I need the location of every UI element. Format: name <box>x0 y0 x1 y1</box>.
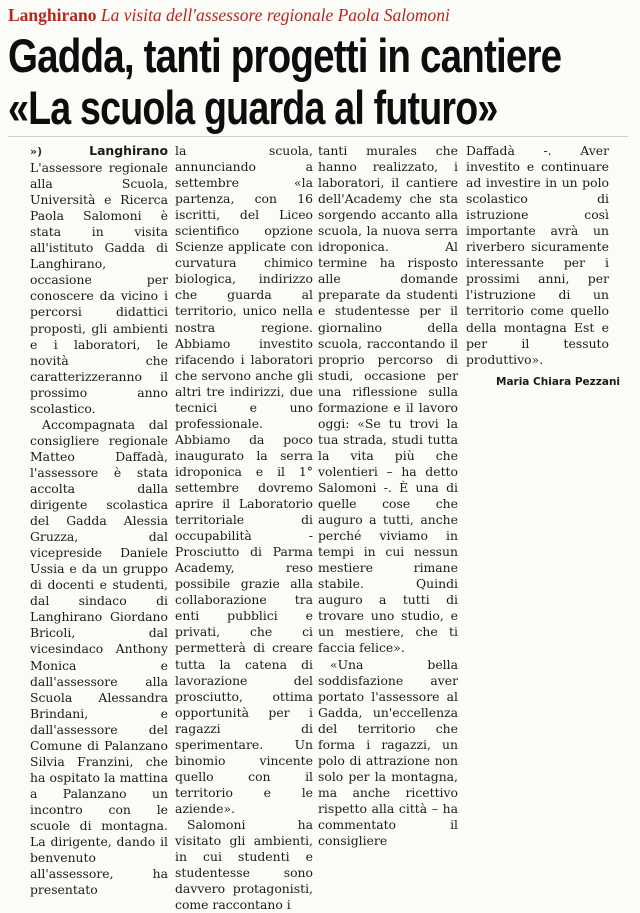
article-column-4 <box>466 143 609 368</box>
article-paragraph <box>318 657 458 850</box>
dateline: Langhirano <box>89 143 168 158</box>
article-column-3 <box>318 143 458 849</box>
article-column-2 <box>175 143 313 913</box>
paragraph-text: «Una bella soddisfazione aver portato l'assessore al Gadda, un'eccellenza del territorio che forma i ragazzi, un polo di attrazione non solo per la montagna, ma anche ricettivo rispetto alla città – ha commentato il consigliere <box>318 656 458 849</box>
article-column-1 <box>30 143 168 898</box>
article-paragraph <box>30 143 168 417</box>
paragraph-text: L'assessore regionale alla Scuola, Università e Ricerca Paola Salomoni è stata in visita all'istituto Gadda di Langhirano, occasione per conoscere da vicino i percorsi didattici proposti, gli ambienti e i laboratori, le novità che caratterizzeranno il prossimo anno scolastico. <box>30 160 168 416</box>
article-paragraph <box>175 817 313 913</box>
headline-line-1: Gadda, tanti progetti in cantiere <box>8 29 562 82</box>
divider <box>8 136 628 137</box>
article-paragraph <box>318 143 458 657</box>
article-paragraph <box>466 143 609 368</box>
article-paragraph <box>175 143 313 817</box>
kicker-subtitle: La visita dell'assessore regionale Paola Salomoni <box>100 5 450 25</box>
paragraph-text: Salomoni ha visitato gli ambienti, in cui studenti e studentesse sono davvero protagonisti, come raccontano i <box>175 816 313 913</box>
article-paragraph <box>30 417 168 898</box>
paragraph-text: la scuola, annunciando a settembre «la partenza, con 16 iscritti, del Liceo scientifico opzione Scienze applicate con curvatura chimico biologica, indirizzo che guarda al territorio, unico nella nostra regione. Abbiamo investito rifacendo i laboratori che servono anche gli altri tre indirizzi, due tecnici e uno professionale. Abbiamo da poco inaugurato la serra idroponica e il 1° settembre dovremo aprire il Laboratorio territoriale di occupabilità - Prosciutto di Parma Academy, reso possibile grazie alla collaborazione tra enti pubblici e privati, che ci permetterà di creare tutta la catena di lavorazione del prosciutto, ottima opportunità per i ragazzi di sperimentare. Un binomio vincente quello con il territorio e le aziende». <box>175 143 313 816</box>
lead-arrow-icon: ») <box>30 145 43 158</box>
byline: Maria Chiara Pezzani <box>496 376 621 388</box>
kicker <box>8 4 450 26</box>
kicker-place: Langhirano <box>8 5 97 25</box>
paragraph-text: Daffadà -. Aver investito e continuare ad investire in un polo scolastico di istruzione così importante avrà un riverbero sicuramente interessante per i prossimi anni, per l'istruzione di un territorio come quello della montagna Est e per il tessuto produttivo». <box>466 143 609 367</box>
paragraph-text: Accompagnata dal consigliere regionale Matteo Daffadà, l'assessore è stata accolta dalla dirigente scolastica del Gadda Alessia Gruzza, dal vicepreside Daniele Ussia e da un gruppo di docenti e studenti, dal sindaco di Langhirano Giordano Bricoli, dal vicesindaco Anthony Monica e dall'assessore alla Scuola Alessandra Brindani, e dall'assessore del Comune di Palanzano Silvia Franzini, che ha ospitato la mattina a Palanzano un incontro con le scuole di montagna. La dirigente, dando il benvenuto all'assessore, ha presentato <box>30 416 168 898</box>
headline-line-2: «La scuola guarda al futuro» <box>8 81 498 134</box>
paragraph-text: tanti murales che hanno realizzato, i laboratori, il cantiere dell'Academy che sta sorgendo accanto alla scuola, la nuova serra idroponica. Al termine ha risposto alle domande preparate da studenti e studentesse per il giornalino della scuola, raccontando il proprio percorso di studi, occasione per una riflessione sulla formazione e il lavoro oggi: «Se tu trovi la tua strada, studi tutta la vita più che volentieri – ha detto Salomoni -. È una di quelle cose che auguro a tutti, anche perché viviamo in tempi in cui nessun mestiere rimane stabile. Quindi auguro a tutti di trovare uno studio, e un mestiere, che ti faccia felice». <box>318 143 458 656</box>
